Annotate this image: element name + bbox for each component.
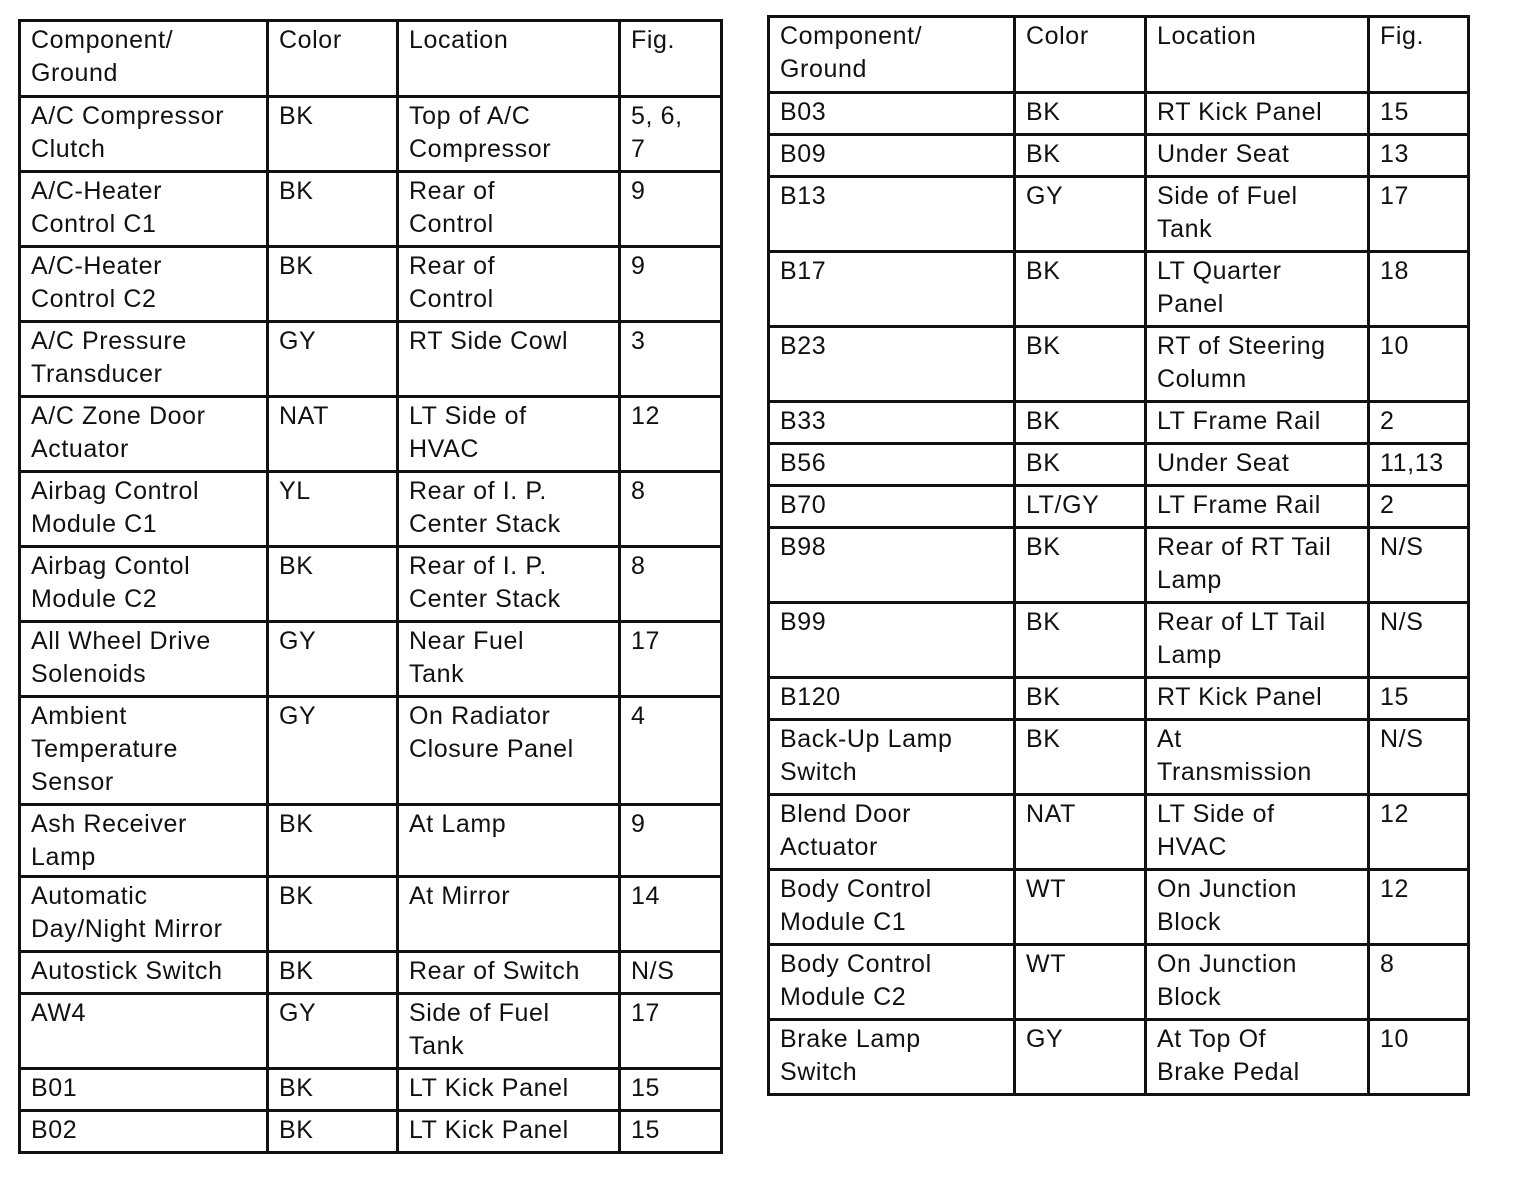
- cell-color: BK: [268, 172, 398, 247]
- cell-location: Side of Fuel Tank: [1146, 177, 1369, 252]
- cell-color: GY: [268, 322, 398, 397]
- cell-fig: 8: [620, 547, 722, 622]
- cell-component: B03: [769, 93, 1015, 135]
- table-row: [20, 97, 722, 172]
- table-row: [769, 528, 1469, 603]
- cell-fig: 10: [1369, 327, 1469, 402]
- cell-component: B13: [769, 177, 1015, 252]
- table-row: [20, 877, 722, 952]
- cell-color: LT/GY: [1015, 486, 1146, 528]
- cell-color: GY: [1015, 177, 1146, 252]
- cell-color: GY: [1015, 1020, 1146, 1095]
- cell-component: A/C-Heater Control C2: [20, 247, 268, 322]
- cell-component: B33: [769, 402, 1015, 444]
- cell-color: BK: [268, 805, 398, 877]
- cell-location: LT Side of HVAC: [398, 397, 620, 472]
- table-row: [20, 172, 722, 247]
- cell-fig: 17: [620, 994, 722, 1069]
- cell-component: Ash Receiver Lamp: [20, 805, 268, 877]
- table-row: [769, 870, 1469, 945]
- header-component: Component/ Ground: [20, 21, 268, 97]
- table-row: [769, 444, 1469, 486]
- cell-location: At Mirror: [398, 877, 620, 952]
- table-row: [20, 547, 722, 622]
- cell-fig: 9: [620, 805, 722, 877]
- table-row: [20, 397, 722, 472]
- table-row: [20, 322, 722, 397]
- cell-color: BK: [268, 247, 398, 322]
- cell-component: Back-Up Lamp Switch: [769, 720, 1015, 795]
- table-row: [769, 720, 1469, 795]
- cell-fig: 15: [620, 1069, 722, 1111]
- cell-color: WT: [1015, 945, 1146, 1020]
- cell-location: RT Kick Panel: [1146, 93, 1369, 135]
- cell-fig: N/S: [1369, 603, 1469, 678]
- header-row: [769, 17, 1469, 93]
- cell-fig: 17: [1369, 177, 1469, 252]
- cell-component: Automatic Day/Night Mirror: [20, 877, 268, 952]
- cell-fig: 12: [620, 397, 722, 472]
- cell-location: RT Kick Panel: [1146, 678, 1369, 720]
- table-row: [769, 678, 1469, 720]
- header-fig: Fig.: [620, 21, 722, 97]
- cell-component: A/C-Heater Control C1: [20, 172, 268, 247]
- table-row: [20, 622, 722, 697]
- cell-component: Ambient Temperature Sensor: [20, 697, 268, 805]
- table-row: [769, 402, 1469, 444]
- table-row: [20, 1069, 722, 1111]
- cell-component: B23: [769, 327, 1015, 402]
- cell-location: Rear of Control: [398, 247, 620, 322]
- cell-component: B70: [769, 486, 1015, 528]
- cell-fig: 5, 6, 7: [620, 97, 722, 172]
- cell-color: NAT: [1015, 795, 1146, 870]
- cell-color: YL: [268, 472, 398, 547]
- header-color: Color: [268, 21, 398, 97]
- cell-color: BK: [1015, 528, 1146, 603]
- cell-component: A/C Pressure Transducer: [20, 322, 268, 397]
- table-row: [20, 247, 722, 322]
- header-location: Location: [1146, 17, 1369, 93]
- cell-fig: 17: [620, 622, 722, 697]
- cell-fig: 2: [1369, 402, 1469, 444]
- cell-fig: 13: [1369, 135, 1469, 177]
- cell-component: Airbag Contol Module C2: [20, 547, 268, 622]
- cell-fig: 9: [620, 247, 722, 322]
- cell-color: NAT: [268, 397, 398, 472]
- cell-component: B09: [769, 135, 1015, 177]
- ground-table-left: [18, 19, 723, 1154]
- cell-location: LT Frame Rail: [1146, 486, 1369, 528]
- cell-fig: 12: [1369, 870, 1469, 945]
- cell-location: Under Seat: [1146, 444, 1369, 486]
- cell-color: BK: [1015, 402, 1146, 444]
- cell-color: BK: [268, 547, 398, 622]
- cell-component: B99: [769, 603, 1015, 678]
- cell-component: B17: [769, 252, 1015, 327]
- cell-location: RT of Steering Column: [1146, 327, 1369, 402]
- cell-color: BK: [1015, 444, 1146, 486]
- cell-color: BK: [1015, 135, 1146, 177]
- cell-component: A/C Zone Door Actuator: [20, 397, 268, 472]
- table-row: [769, 252, 1469, 327]
- cell-fig: 8: [620, 472, 722, 547]
- table-row: [769, 945, 1469, 1020]
- cell-fig: 9: [620, 172, 722, 247]
- cell-location: Rear of LT Tail Lamp: [1146, 603, 1369, 678]
- cell-component: Airbag Control Module C1: [20, 472, 268, 547]
- table-row: [769, 135, 1469, 177]
- cell-fig: 12: [1369, 795, 1469, 870]
- cell-location: Top of A/C Compressor: [398, 97, 620, 172]
- table-row: [20, 805, 722, 877]
- ground-table-right: [767, 15, 1470, 1096]
- cell-component: B120: [769, 678, 1015, 720]
- cell-location: Rear of Control: [398, 172, 620, 247]
- cell-fig: N/S: [1369, 528, 1469, 603]
- cell-fig: 8: [1369, 945, 1469, 1020]
- cell-component: B02: [20, 1111, 268, 1153]
- cell-color: BK: [268, 97, 398, 172]
- cell-location: RT Side Cowl: [398, 322, 620, 397]
- cell-location: Under Seat: [1146, 135, 1369, 177]
- cell-component: All Wheel Drive Solenoids: [20, 622, 268, 697]
- cell-fig: 10: [1369, 1020, 1469, 1095]
- cell-component: Autostick Switch: [20, 952, 268, 994]
- cell-location: LT Side of HVAC: [1146, 795, 1369, 870]
- table-row: [20, 472, 722, 547]
- table-row: [769, 327, 1469, 402]
- cell-color: GY: [268, 697, 398, 805]
- cell-color: GY: [268, 994, 398, 1069]
- cell-location: At Lamp: [398, 805, 620, 877]
- cell-color: BK: [268, 1069, 398, 1111]
- cell-component: Body Control Module C2: [769, 945, 1015, 1020]
- cell-fig: 15: [620, 1111, 722, 1153]
- table-row: [20, 697, 722, 805]
- cell-fig: 15: [1369, 678, 1469, 720]
- header-component: Component/ Ground: [769, 17, 1015, 93]
- cell-location: On Radiator Closure Panel: [398, 697, 620, 805]
- table-row: [769, 795, 1469, 870]
- cell-component: A/C Compressor Clutch: [20, 97, 268, 172]
- cell-location: Side of Fuel Tank: [398, 994, 620, 1069]
- cell-fig: N/S: [1369, 720, 1469, 795]
- cell-color: BK: [1015, 603, 1146, 678]
- table-row: [20, 994, 722, 1069]
- cell-color: BK: [268, 877, 398, 952]
- cell-location: Near Fuel Tank: [398, 622, 620, 697]
- table-row: [769, 486, 1469, 528]
- cell-location: Rear of I. P. Center Stack: [398, 547, 620, 622]
- cell-color: WT: [1015, 870, 1146, 945]
- cell-fig: N/S: [620, 952, 722, 994]
- cell-color: BK: [268, 952, 398, 994]
- cell-location: At Transmission: [1146, 720, 1369, 795]
- cell-color: GY: [268, 622, 398, 697]
- cell-fig: 14: [620, 877, 722, 952]
- cell-component: AW4: [20, 994, 268, 1069]
- cell-fig: 4: [620, 697, 722, 805]
- cell-location: At Top Of Brake Pedal: [1146, 1020, 1369, 1095]
- cell-color: BK: [1015, 327, 1146, 402]
- cell-color: BK: [268, 1111, 398, 1153]
- cell-component: Brake Lamp Switch: [769, 1020, 1015, 1095]
- table-row: [769, 93, 1469, 135]
- cell-color: BK: [1015, 720, 1146, 795]
- cell-component: B56: [769, 444, 1015, 486]
- header-fig: Fig.: [1369, 17, 1469, 93]
- cell-location: Rear of RT Tail Lamp: [1146, 528, 1369, 603]
- table-row: [20, 952, 722, 994]
- cell-location: LT Kick Panel: [398, 1069, 620, 1111]
- cell-location: On Junction Block: [1146, 870, 1369, 945]
- cell-location: On Junction Block: [1146, 945, 1369, 1020]
- cell-fig: 3: [620, 322, 722, 397]
- cell-location: LT Frame Rail: [1146, 402, 1369, 444]
- table-row: [769, 177, 1469, 252]
- cell-color: BK: [1015, 252, 1146, 327]
- cell-color: BK: [1015, 678, 1146, 720]
- table-row: [769, 603, 1469, 678]
- cell-component: Blend Door Actuator: [769, 795, 1015, 870]
- cell-fig: 11,13: [1369, 444, 1469, 486]
- header-location: Location: [398, 21, 620, 97]
- cell-fig: 18: [1369, 252, 1469, 327]
- header-row: [20, 21, 722, 97]
- header-color: Color: [1015, 17, 1146, 93]
- cell-location: Rear of Switch: [398, 952, 620, 994]
- cell-component: B98: [769, 528, 1015, 603]
- cell-component: Body Control Module C1: [769, 870, 1015, 945]
- cell-location: LT Kick Panel: [398, 1111, 620, 1153]
- cell-location: LT Quarter Panel: [1146, 252, 1369, 327]
- cell-location: Rear of I. P. Center Stack: [398, 472, 620, 547]
- cell-component: B01: [20, 1069, 268, 1111]
- cell-fig: 2: [1369, 486, 1469, 528]
- cell-color: BK: [1015, 93, 1146, 135]
- table-row: [20, 1111, 722, 1153]
- table-row: [769, 1020, 1469, 1095]
- cell-fig: 15: [1369, 93, 1469, 135]
